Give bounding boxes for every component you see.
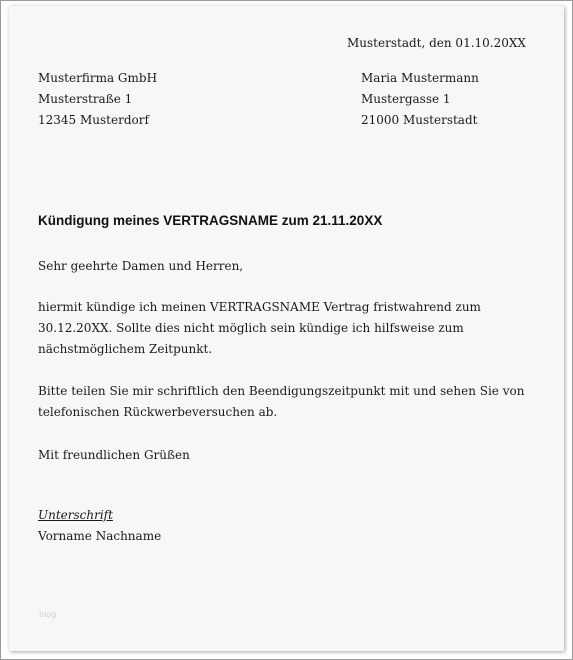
body-line: hiermit kündige ich meinen VERTRAGSNAME Vertrag fristwahrend zum [38,300,481,314]
place-date: Musterstadt, den 01.10.20XX [347,36,526,50]
sender-city: 12345 Musterdorf [38,113,149,127]
closing: Mit freundlichen Grüßen [38,448,190,462]
letter-subject: Kündigung meines VERTRAGSNAME zum 21.11.20XX [38,213,383,228]
letter-page [9,6,564,651]
recipient-name: Maria Mustermann [361,71,479,85]
salutation: Sehr geehrte Damen und Herren, [38,259,244,273]
sender-street: Musterstraße 1 [38,92,133,106]
recipient-city: 21000 Musterstadt [361,113,478,127]
signature-label: Unterschrift [38,508,113,522]
body-line: telefonischen Rückwerbeversuchen ab. [38,405,278,419]
full-name: Vorname Nachname [38,529,162,543]
sender-address [38,68,157,131]
watermark-text: blog [39,610,57,619]
recipient-street: Mustergasse 1 [361,92,451,106]
body-line: Bitte teilen Sie mir schriftlich den Beendigungszeitpunkt mit und sehen Sie von [38,384,525,398]
body-line: 30.12.20XX. Sollte dies nicht möglich sein kündige ich hilfsweise zum [38,321,464,335]
body-paragraph-1 [38,297,481,360]
recipient-address [361,68,479,131]
body-paragraph-2 [38,381,524,423]
body-line: nächstmöglichem Zeitpunkt. [38,342,213,356]
sender-company: Musterfirma GmbH [38,71,158,85]
